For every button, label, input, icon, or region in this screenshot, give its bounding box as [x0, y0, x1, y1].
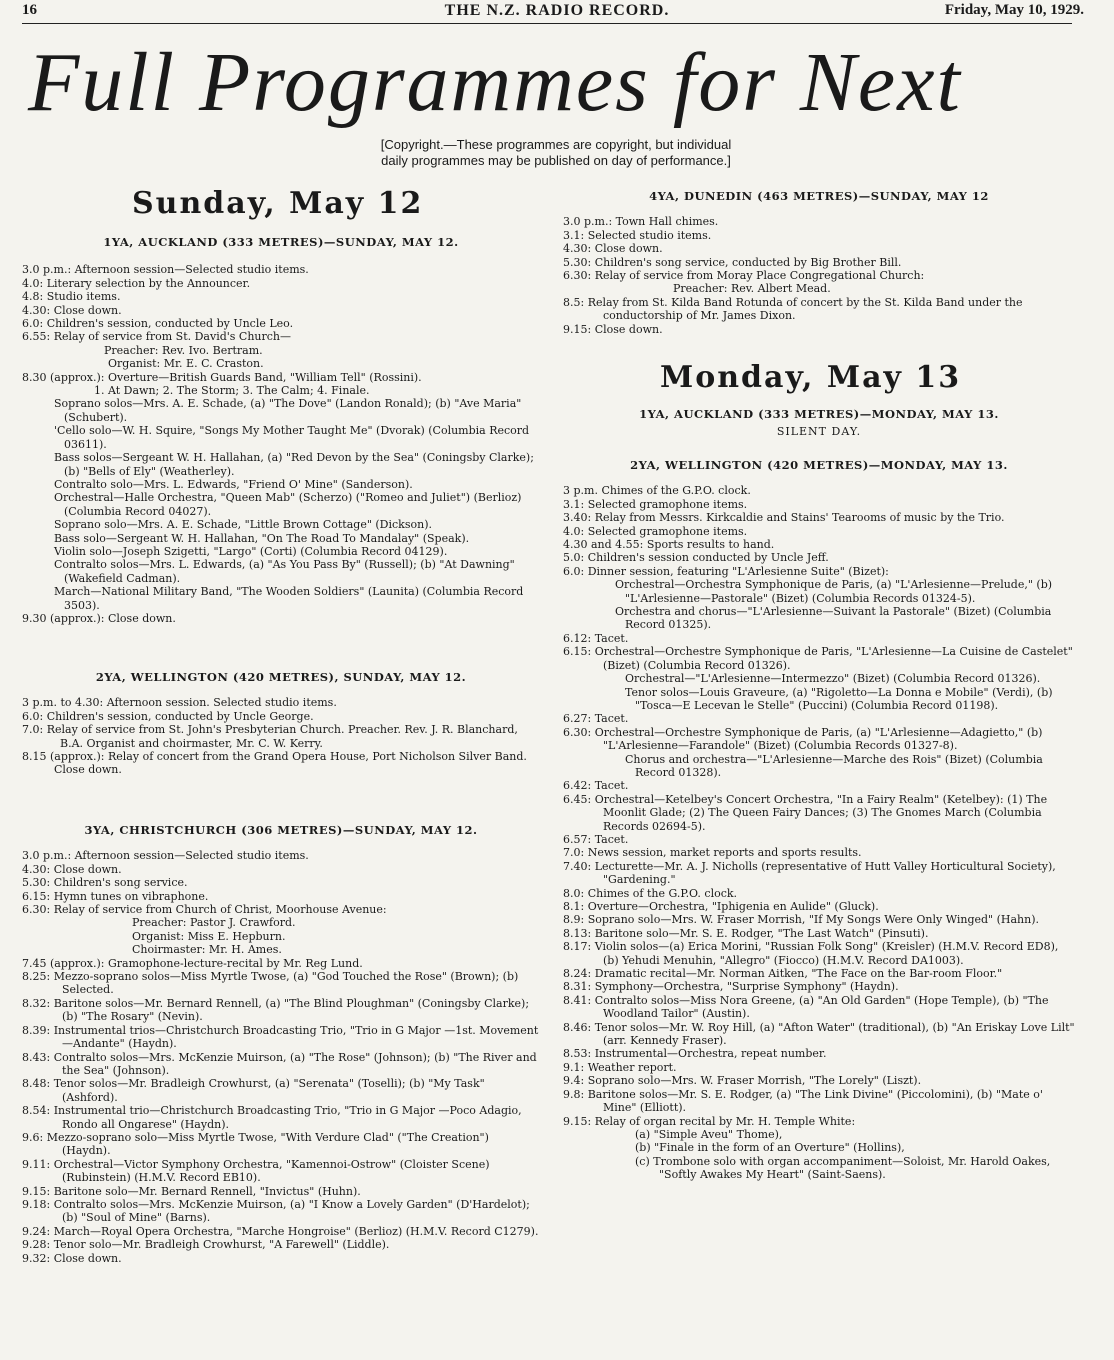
programme-line: 3.0 p.m.: Afternoon session—Selected studio items.	[22, 263, 309, 277]
programme-line: 8.43: Contralto solos—Mrs. McKenzie Muirson, (a) "The Rose" (Johnson); (b) "The River and the Sea" (Johnson).	[22, 1050, 537, 1077]
publication-title: THE N.Z. RADIO RECORD.	[444, 2, 670, 19]
programme-item: Contralto solos—Mrs. L. Edwards, (a) "As You Pass By" (Russell); (b) "At Dawning" (Wakefield Cadman).	[54, 558, 515, 585]
programme-line: 9.32: Close down.	[22, 1251, 122, 1265]
programme-item: March—National Military Band, "The Wooden Soldiers" (Launita) (Columbia Record 3503).	[54, 585, 524, 612]
overture-parts: 1. At Dawn; 2. The Storm; 3. The Calm; 4. Finale.	[94, 384, 370, 398]
programme-line: 8.24: Dramatic recital—Mr. Norman Aitken, "The Face on the Bar-room Floor."	[563, 967, 1003, 981]
programme-line: 5.30: Children's song service, conducted by Big Brother Bill.	[563, 255, 902, 269]
programme-line: 8.25: Mezzo-soprano solos—Miss Myrtle Twose, (a) "God Touched the Rose" (Brown); (b) Selected.	[22, 970, 519, 997]
programme-item: Orchestral—Orchestra Symphonique de Paris, (a) "L'Arlesienne—Prelude," (b) "L'Arlesienne—Pastorale" (Bizet) (Columbia Records 01324-5).	[615, 578, 1053, 605]
programme-item: Orchestral—Halle Orchestra, "Queen Mab" (Scherzo) ("Romeo and Juliet") (Berlioz) (Columbia Record 04027).	[54, 491, 522, 518]
section-3ya-sunday	[22, 824, 540, 1265]
programme-line: 6.30: Relay of service from Moray Place Congregational Church:	[563, 269, 925, 283]
programme-line: 3.0 p.m.: Town Hall chimes.	[563, 215, 719, 229]
programme-line: 8.32: Baritone solos—Mr. Bernard Rennell, (a) "The Blind Ploughman" (Coningsby Clarke); (b) "The Rosary" (Nevin).	[22, 996, 530, 1024]
programme-line: 9.18: Contralto solos—Mrs. McKenzie Muirson, (a) "I Know a Lovely Garden" (D'Hardelot); (b) "Soul of Mine" (Barns).	[22, 1197, 530, 1225]
programme-line: 6.55: Relay of service from St. David's Church—	[22, 330, 292, 344]
programme-line: 5.0: Children's session conducted by Uncle Jeff.	[563, 551, 829, 565]
programme-line: 9.28: Tenor solo—Mr. Bradleigh Crowhurst, "A Farewell" (Liddle).	[22, 1238, 390, 1252]
programme-item: Contralto solo—Mrs. L. Edwards, "Friend O' Mine" (Sanderson).	[54, 477, 413, 491]
programme-line: 9.24: March—Royal Opera Orchestra, "Marche Hongroise" (Berlioz) (H.M.V. Record C1279).	[22, 1224, 539, 1238]
section-2ya-sunday	[22, 671, 540, 777]
section-title: 1YA, AUCKLAND (333 METRES)—MONDAY, MAY 13.	[639, 407, 999, 421]
programme-line: 4.30: Close down.	[563, 242, 663, 256]
programme-line: 8.15 (approx.): Relay of concert from the Grand Opera House, Port Nicholson Silver Band.	[22, 750, 527, 764]
church-detail: Choirmaster: Mr. H. Ames.	[132, 943, 282, 957]
copyright-line: [Copyright.—These programmes are copyright, but individual	[380, 137, 732, 152]
section-1ya-monday	[563, 408, 1075, 439]
programme-item: Bass solo—Sergeant W. H. Hallahan, "On The Road To Mandalay" (Speak).	[54, 531, 470, 545]
programme-line: 6.12: Tacet.	[563, 631, 629, 645]
programme-line: 6.15: Orchestral—Orchestre Symphonique de Paris, "L'Arlesienne—La Cuisine de Castelet" (Bizet) (Columbia Record 01326).	[563, 645, 1073, 672]
programme-line: 6.30: Orchestral—Orchestre Symphonique de Paris, (a) "L'Arlesienne—Adagietto," (b) "L'Arlesienne—Farandole" (Bizet) (Columbia Records 01327-8).	[563, 725, 1043, 753]
programme-line: 3.1: Selected gramophone items.	[563, 497, 748, 511]
section-title: 1YA, AUCKLAND (333 METRES)—SUNDAY, MAY 12.	[103, 235, 459, 249]
programme-line: 3.40: Relay from Messrs. Kirkcaldie and Stains' Tearooms of music by the Trio.	[563, 511, 1005, 525]
church-detail: Organist: Miss E. Hepburn.	[132, 929, 286, 943]
church-detail: Preacher: Rev. Albert Mead.	[673, 282, 831, 296]
programme-line: 6.30: Relay of service from Church of Christ, Moorhouse Avenue:	[22, 903, 387, 917]
section-2ya-monday	[563, 459, 1075, 1182]
programme-line: 4.30 and 4.55: Sports results to hand.	[563, 538, 775, 552]
programme-line: 9.15: Close down.	[563, 322, 663, 336]
programme-line: 6.42: Tacet.	[563, 779, 629, 793]
programme-item: Soprano solos—Mrs. A. E. Schade, (a) "The Dove" (Landon Ronald); (b) "Ave Maria" (Schubert).	[54, 397, 522, 424]
organ-item: (b) "Finale in the form of an Overture" (Hollins),	[635, 1141, 905, 1155]
programme-line: 7.45 (approx.): Gramophone-lecture-recital by Mr. Reg Lund.	[22, 956, 363, 970]
programme-line: 4.30: Close down.	[22, 862, 122, 876]
programme-line: 7.40: Lecturette—Mr. A. J. Nicholls (representative of Hutt Valley Horticultural Society), "Gardening."	[563, 859, 1056, 887]
section-title: 2YA, WELLINGTON (420 METRES), SUNDAY, MAY 12.	[95, 670, 467, 684]
programme-line: 8.13: Baritone solo—Mr. S. E. Rodger, "The Last Watch" (Pinsuti).	[563, 926, 929, 940]
programme-line: 6.15: Hymn tunes on vibraphone.	[22, 889, 209, 903]
programme-line: 9.1: Weather report.	[563, 1060, 677, 1074]
programme-line: 4.8: Studio items.	[22, 290, 121, 304]
programme-line: 5.30: Children's song service.	[22, 876, 188, 890]
programme-line: 8.5: Relay from St. Kilda Band Rotunda of concert by the St. Kilda Band under the conductorship of Mr. James Dixon.	[563, 295, 1023, 323]
masthead-title: Full Programmes for Next	[28, 36, 962, 129]
sunday-heading: Sunday, May 12	[132, 186, 424, 221]
programme-line: 3.1: Selected studio items.	[563, 228, 712, 242]
section-title: 4YA, DUNEDIN (463 METRES)—SUNDAY, MAY 12	[649, 189, 989, 203]
programme-item: Orchestral—"L'Arlesienne—Intermezzo" (Bizet) (Columbia Record 01326).	[625, 672, 1041, 686]
programme-item: Soprano solo—Mrs. A. E. Schade, "Little Brown Cottage" (Dickson).	[54, 518, 432, 532]
programme-line: Close down.	[54, 763, 122, 777]
programme-line: 6.57: Tacet.	[563, 832, 629, 846]
programme-line: 9.4: Soprano solo—Mrs. W. Fraser Morrish, "The Lorely" (Liszt).	[563, 1074, 922, 1088]
programme-line: 8.9: Soprano solo—Mrs. W. Fraser Morrish, "If My Songs Were Only Winged" (Hahn).	[563, 913, 1040, 927]
programme-line: 9.30 (approx.): Close down.	[22, 611, 176, 625]
programme-line: 9.6: Mezzo-soprano solo—Miss Myrtle Twose, "With Verdure Clad" ("The Creation") (Haydn).	[22, 1130, 489, 1158]
copyright-notice	[306, 137, 806, 169]
programme-line: 8.41: Contralto solos—Miss Nora Greene, (a) "An Old Garden" (Hope Temple), (b) "The Woodland Tailor" (Austin).	[563, 993, 1049, 1021]
silent-day-note: SILENT DAY.	[776, 425, 862, 439]
programme-line: 8.46: Tenor solos—Mr. W. Roy Hill, (a) "Afton Water" (traditional), (b) "An Eriskay Love Lilt" (arr. Kennedy Fraser).	[563, 1020, 1075, 1048]
copyright-line: daily programmes may be published on day of performance.]	[381, 153, 731, 168]
section-1ya-sunday	[22, 236, 540, 625]
church-detail: Preacher: Rev. Ivo. Bertram.	[104, 343, 263, 357]
programme-line: 8.53: Instrumental—Orchestra, repeat number.	[563, 1047, 827, 1061]
programme-line: 6.0: Children's session, conducted by Uncle George.	[22, 709, 314, 723]
programme-line: 7.0: Relay of service from St. John's Presbyterian Church. Preacher. Rev. J. R. Blanchard, B.A. Organist and choirmaster, Mr. C. W. Kerry.	[22, 723, 518, 750]
programme-line: 8.17: Violin solos—(a) Erica Morini, "Russian Folk Song" (Kreisler) (H.M.V. Record ED8), (b) Yehudi Menuhin, "Allegro" (Fiocco) (H.M.V. Record DA1003).	[563, 940, 1059, 967]
church-detail: Organist: Mr. E. C. Craston.	[108, 357, 264, 371]
programme-item: Bass solos—Sergeant W. H. Hallahan, (a) "Red Devon by the Sea" (Coningsby Clarke); (b) "Bells of Ely" (Weatherley).	[54, 451, 534, 478]
organ-item: (a) "Simple Aveu" Thome),	[635, 1127, 783, 1141]
monday-heading: Monday, May 13	[660, 360, 962, 395]
header-rule	[22, 23, 1072, 24]
programme-line: 6.0: Dinner session, featuring "L'Arlesienne Suite" (Bizet):	[563, 564, 889, 578]
programme-line: 9.11: Orchestral—Victor Symphony Orchestra, "Kamennoi-Ostrow" (Cloister Scene) (Rubinstein) (H.M.V. Record EB10).	[22, 1157, 490, 1185]
programme-item: 'Cello solo—W. H. Squire, "Songs My Mother Taught Me" (Dvorak) (Columbia Record 03611).	[54, 424, 530, 451]
issue-date: Friday, May 10, 1929.	[944, 2, 1084, 18]
programme-line: 4.0: Selected gramophone items.	[563, 524, 748, 538]
section-4ya-sunday	[563, 190, 1075, 336]
programme-line: 7.0: News session, market reports and sports results.	[563, 846, 862, 860]
section-title: 2YA, WELLINGTON (420 METRES)—MONDAY, MAY 13.	[630, 458, 1008, 472]
page-number: 16	[22, 2, 37, 18]
programme-line: 8.39: Instrumental trios—Christchurch Broadcasting Trio, "Trio in G Major —1st. Movement—Andante" (Haydn).	[22, 1023, 539, 1051]
programme-line: 8.0: Chimes of the G.P.O. clock.	[563, 886, 738, 900]
programme-line: 6.45: Orchestral—Ketelbey's Concert Orchestra, "In a Fairy Realm" (Ketelbey): (1) The Moonlit Glade; (2) The Queen Fairy Dances; (3) The Gnomes March (Columbia Records 02694-5).	[563, 792, 1048, 833]
programme-line: 4.0: Literary selection by the Announcer.	[22, 276, 251, 290]
programme-line: 9.15: Baritone solo—Mr. Bernard Rennell, "Invictus" (Huhn).	[22, 1184, 361, 1198]
church-detail: Preacher: Pastor J. Crawford.	[132, 916, 296, 930]
programme-line: 3.0 p.m.: Afternoon session—Selected studio items.	[22, 849, 309, 863]
programme-line: 8.31: Symphony—Orchestra, "Surprise Symphony" (Haydn).	[563, 980, 899, 994]
programme-line: 8.48: Tenor solos—Mr. Bradleigh Crowhurst, (a) "Serenata" (Toselli); (b) "My Task" (Ashford).	[22, 1077, 485, 1104]
page-header	[0, 0, 1114, 22]
section-title: 3YA, CHRISTCHURCH (306 METRES)—SUNDAY, MAY 12.	[84, 823, 478, 837]
programme-item: Tenor solos—Louis Graveure, (a) "Rigoletto—La Donna e Mobile" (Verdi), (b) "Tosca—E Lecevan le Stelle" (Puccini) (Columbia Record 01198).	[625, 685, 1053, 712]
programme-line: 9.8: Baritone solos—Mr. S. E. Rodger, (a) "The Link Divine" (Piccolomini), (b) "Mate o' Mine" (Elliott).	[563, 1087, 1043, 1115]
programme-line: 6.27: Tacet.	[563, 712, 629, 726]
programme-line: 8.1: Overture—Orchestra, "Iphigenia en Aulide" (Gluck).	[563, 900, 879, 913]
programme-item: Chorus and orchestra—"L'Arlesienne—Marche des Rois" (Bizet) (Columbia Record 01328).	[625, 752, 1043, 779]
programme-line: 8.54: Instrumental trio—Christchurch Broadcasting Trio, "Trio in G Major —Poco Adagio, Rondo all Ongarese" (Haydn).	[22, 1104, 522, 1131]
programme-item: Violin solo—Joseph Szigetti, "Largo" (Corti) (Columbia Record 04129).	[54, 544, 448, 558]
programme-line: 6.0: Children's session, conducted by Uncle Leo.	[22, 317, 294, 331]
programme-line: 3 p.m. to 4.30: Afternoon session. Selected studio items.	[22, 696, 337, 710]
programme-line: 9.15: Relay of organ recital by Mr. H. Temple White:	[563, 1114, 856, 1128]
programme-line: 3 p.m. Chimes of the G.P.O. clock.	[563, 484, 751, 498]
programme-line: 8.30 (approx.): Overture—British Guards Band, "William Tell" (Rossini).	[22, 370, 422, 384]
programme-item: Orchestra and chorus—"L'Arlesienne—Suivant la Pastorale" (Bizet) (Columbia Record 01325).	[615, 605, 1052, 632]
programme-line: 4.30: Close down.	[22, 303, 122, 317]
organ-item: (c) Trombone solo with organ accompaniment—Soloist, Mr. Harold Oakes, "Softly Awakes My Heart" (Saint-Saens).	[635, 1154, 1051, 1182]
